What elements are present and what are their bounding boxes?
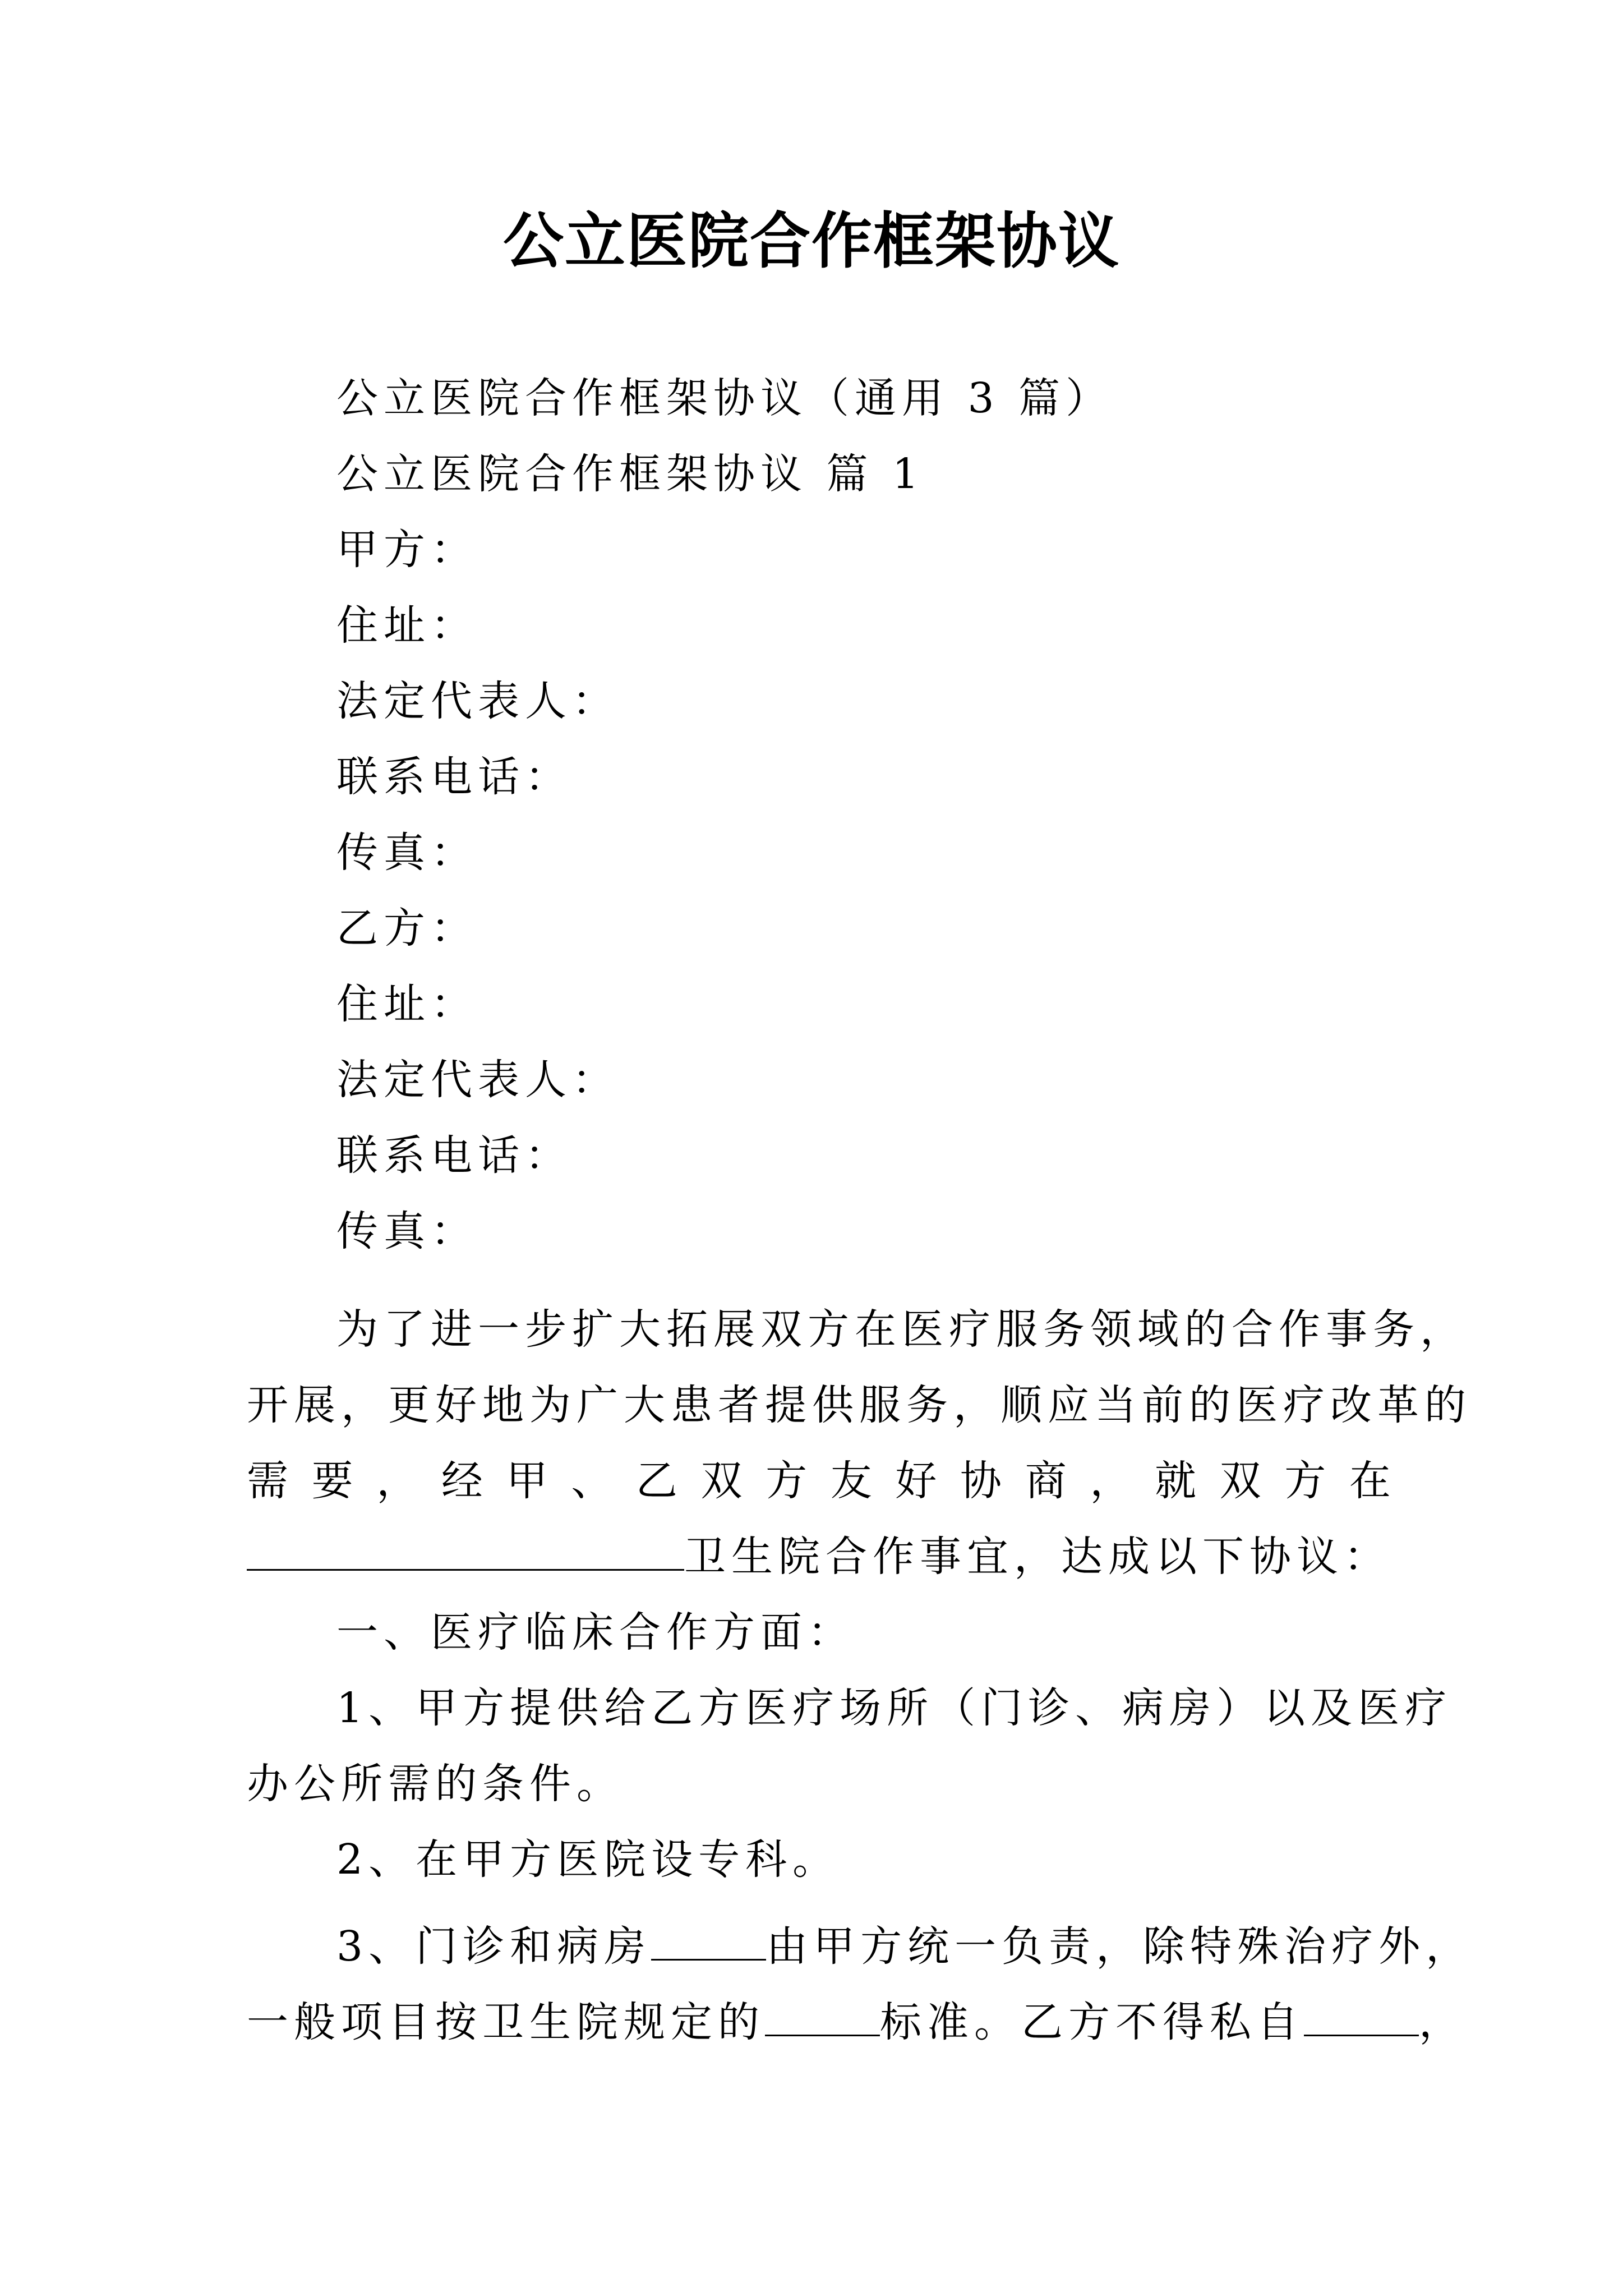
item-3-text-b: 由甲方统一负责，除特殊治疗外， <box>766 1922 1473 1971</box>
preamble-line-4-text: 卫生院合作事宜，达成以下协议： <box>684 1533 1391 1581</box>
party-a-label: 甲方： <box>336 526 478 574</box>
document-subtitle: 公立医院合作框架协议（通用 3 篇） <box>336 374 1113 422</box>
preamble-line-3-char: 协 <box>960 1457 1002 1505</box>
preamble-line-3-char: 双 <box>1219 1457 1261 1505</box>
fill-blank <box>765 1995 880 2036</box>
item-3-text-d: 标准。乙方不得私自 <box>880 1998 1304 2046</box>
party-a-address: 住址： <box>336 601 478 650</box>
document-title: 公立医院合作框架协议 <box>502 206 1120 277</box>
party-b-address: 住址： <box>336 980 478 1028</box>
preamble-line-3-char: ， <box>1090 1457 1132 1505</box>
item-3-text-c: 一般项目按卫生院规定的 <box>247 1998 765 2046</box>
preamble-line-3 <box>247 1453 1391 1509</box>
preamble-line-3-char: 乙 <box>635 1457 677 1505</box>
party-b-phone: 联系电话： <box>336 1131 572 1180</box>
preamble-line-3-char: 就 <box>1154 1457 1196 1505</box>
preamble-line-3-char: 需 <box>247 1457 288 1505</box>
item-1-line-2: 办公所需的条件。 <box>247 1760 624 1808</box>
preamble-line-3-char: 好 <box>895 1457 937 1505</box>
item-1-line-1: 1、甲方提供给乙方医疗场所（门诊、病房）以及医疗 <box>336 1684 1453 1732</box>
preamble-line-3-char: 商 <box>1025 1457 1067 1505</box>
party-b-legal-rep: 法定代表人： <box>336 1056 619 1104</box>
preamble-line-2: 开展，更好地为广大患者提供服务，顺应当前的医疗改革的 <box>247 1381 1472 1429</box>
fill-blank <box>1304 1995 1419 2036</box>
party-a-phone: 联系电话： <box>336 753 572 801</box>
item-3-text-a: 3、门诊和病房 <box>336 1922 652 1971</box>
preamble-line-1: 为了进一步扩大拓展双方在医疗服务领域的合作事务， <box>336 1305 1467 1354</box>
fill-blank <box>247 1530 684 1571</box>
section-1-heading: 一、医疗临床合作方面： <box>336 1608 855 1657</box>
section-heading: 公立医院合作框架协议 篇 1 <box>336 450 925 498</box>
item-3-line-1 <box>336 1918 1473 1975</box>
preamble-line-3-char: 要 <box>311 1457 353 1505</box>
item-2: 2、在甲方医院设专科。 <box>336 1835 840 1884</box>
item-3-text-e: ， <box>1419 1998 1466 2046</box>
party-b-label: 乙方： <box>336 904 478 953</box>
party-a-fax: 传真： <box>336 829 478 877</box>
preamble-line-4 <box>247 1529 1391 1585</box>
party-b-fax: 传真： <box>336 1207 478 1255</box>
preamble-line-3-char: 方 <box>766 1457 808 1505</box>
preamble-line-3-char: 在 <box>1349 1457 1391 1505</box>
preamble-line-3-char: 友 <box>830 1457 872 1505</box>
party-a-legal-rep: 法定代表人： <box>336 677 619 725</box>
preamble-line-3-char: 甲 <box>506 1457 548 1505</box>
item-3-line-2 <box>247 1994 1466 2050</box>
preamble-line-3-char: 经 <box>441 1457 483 1505</box>
preamble-line-3-char: ， <box>376 1457 418 1505</box>
preamble-line-3-char: 方 <box>1284 1457 1326 1505</box>
preamble-line-3-char: 双 <box>700 1457 743 1505</box>
preamble-line-3-char: 、 <box>571 1457 613 1505</box>
fill-blank <box>651 1920 766 1961</box>
